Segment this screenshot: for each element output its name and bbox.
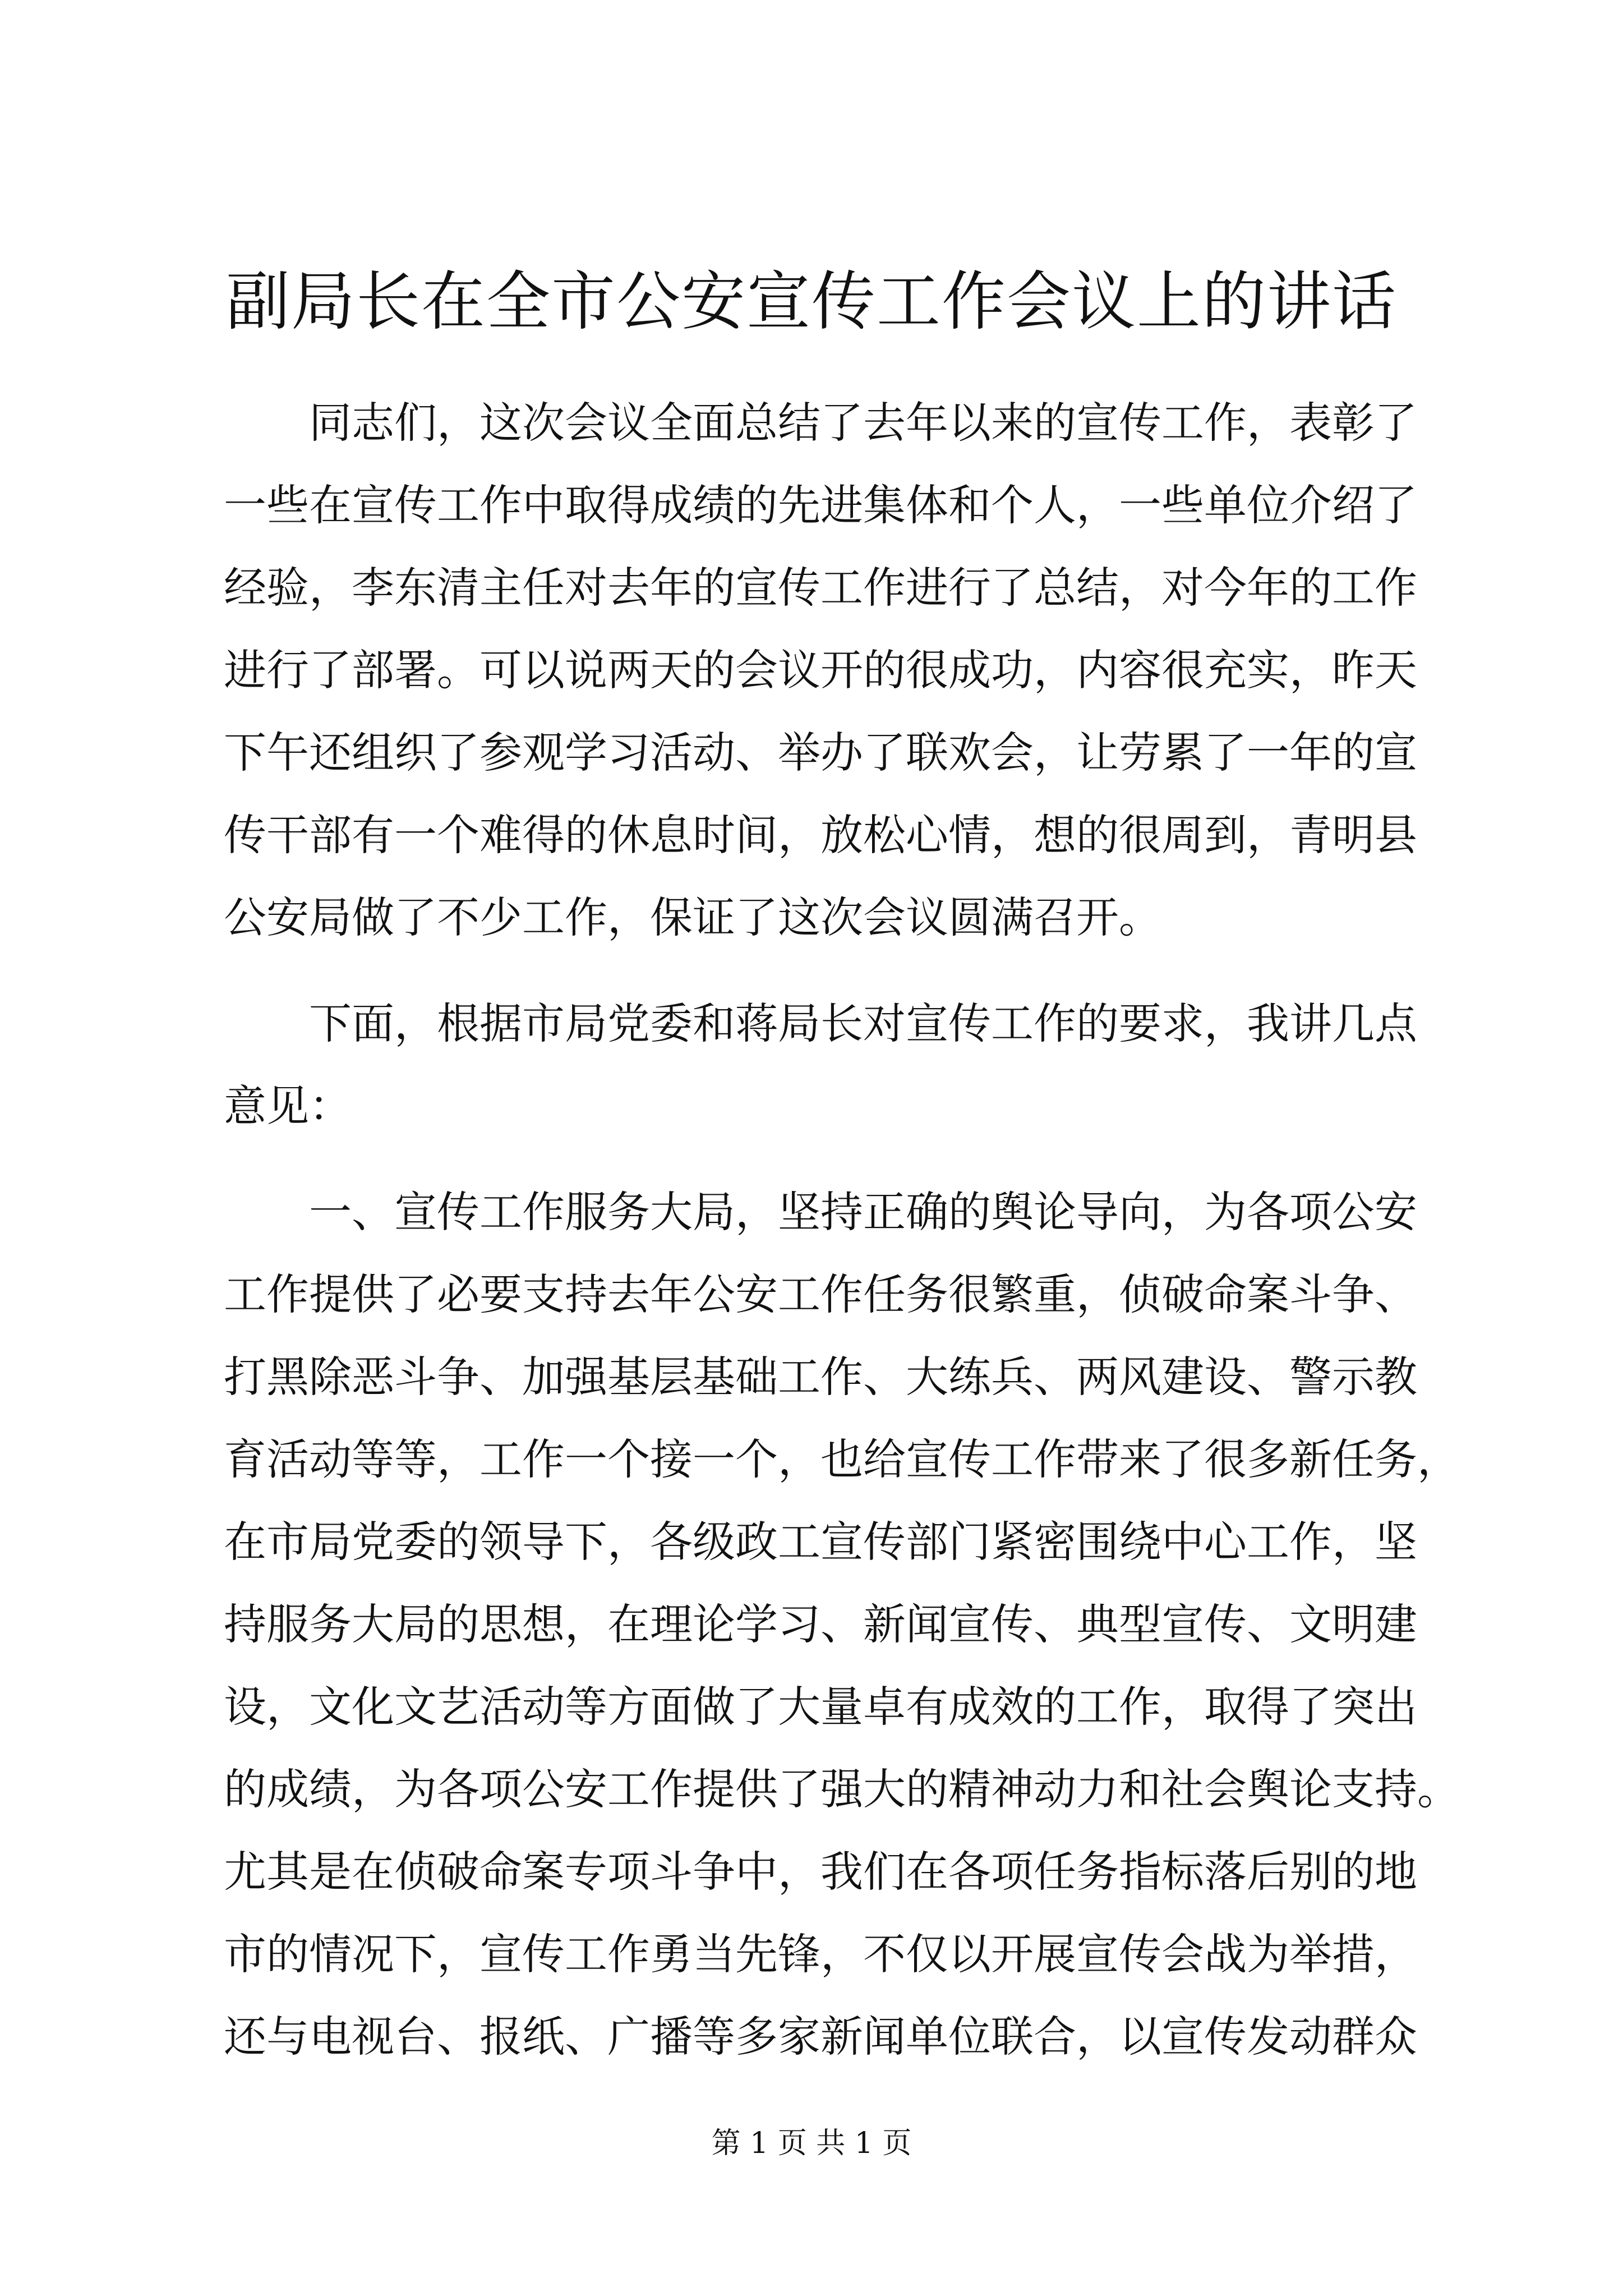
paragraph-1-line-3: 经验，李东清主任对去年的宣传工作进行了总结，对今年的工作 <box>224 563 1417 613</box>
paragraph-3-line-7: 设，文化文艺活动等方面做了大量卓有成效的工作，取得了突出 <box>224 1682 1417 1732</box>
paragraph-1-line-1: 同志们，这次会议全面总结了去年以来的宣传工作，表彰了 <box>309 398 1417 448</box>
paragraph-3-line-10: 市的情况下，宣传工作勇当先锋，不仅以开展宣传会战为举措， <box>224 1929 1417 1979</box>
paragraph-3-line-3: 打黑除恶斗争、加强基层基础工作、大练兵、两风建设、警示教 <box>224 1352 1417 1402</box>
document-title: 副局长在全市公安宣传工作会议上的讲话 <box>225 264 1397 339</box>
paragraph-3-line-9: 尤其是在侦破命案专项斗争中，我们在各项任务指标落后别的地 <box>224 1847 1417 1897</box>
paragraph-3-line-5: 在市局党委的领导下，各级政工宣传部门紧密围绕中心工作，坚 <box>224 1517 1417 1567</box>
paragraph-3-line-1: 一、宣传工作服务大局，坚持正确的舆论导向，为各项公安 <box>309 1187 1417 1237</box>
paragraph-2-line-2: 意见： <box>224 1081 352 1131</box>
paragraph-3-line-8: 的成绩，为各项公安工作提供了强大的精神动力和社会舆论支持。 <box>224 1764 1460 1814</box>
paragraph-gap <box>224 1147 1407 1171</box>
paragraph-3-line-6: 持服务大局的思想，在理论学习、新闻宣传、典型宣传、文明建 <box>224 1599 1417 1649</box>
paragraph-3-line-4: 育活动等等，工作一个接一个，也给宣传工作带来了很多新任务， <box>224 1434 1460 1484</box>
paragraph-1-line-5: 下午还组织了参观学习活动、举办了联欢会，让劳累了一年的宣 <box>224 728 1417 777</box>
paragraph-2-line-1: 下面，根据市局党委和蒋局长对宣传工作的要求，我讲几点 <box>309 999 1417 1048</box>
paragraph-3-line-2: 工作提供了必要支持去年公安工作任务很繁重，侦破命案斗争、 <box>224 1269 1417 1319</box>
paragraph-gap <box>224 959 1407 982</box>
paragraph-1-line-4: 进行了部署。可以说两天的会议开的很成功，内容很充实，昨天 <box>224 645 1417 695</box>
paragraph-1-line-7: 公安局做了不少工作，保证了这次会议圆满召开。 <box>224 892 1161 942</box>
page-footer: 第 1 页 共 1 页 <box>711 2127 912 2160</box>
document-body <box>224 381 1460 2078</box>
paragraph-3-line-11: 还与电视台、报纸、广播等多家新闻单位联合，以宣传发动群众 <box>224 2012 1417 2062</box>
paragraph-1-line-6: 传干部有一个难得的休息时间，放松心情，想的很周到，青明县 <box>224 810 1417 860</box>
paragraph-1-line-2: 一些在宣传工作中取得成绩的先进集体和个人，一些单位介绍了 <box>224 480 1417 530</box>
